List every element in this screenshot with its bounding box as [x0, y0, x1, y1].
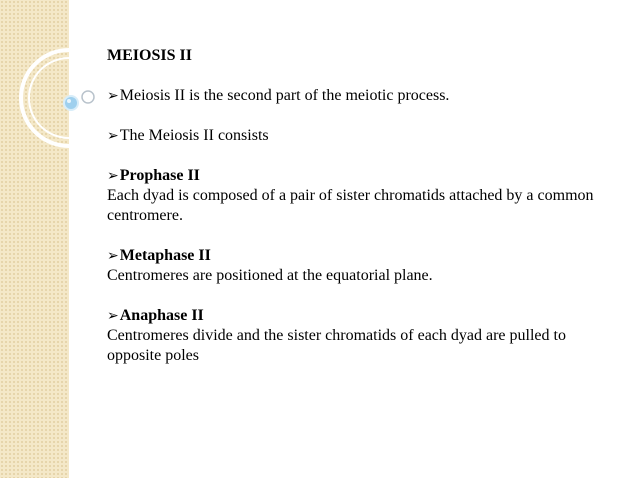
phase-anaphase	[107, 306, 607, 366]
phase-heading	[107, 246, 607, 266]
intro-text-2: The Meiosis II consists	[119, 127, 269, 144]
phase-name: Metaphase II	[119, 247, 211, 264]
bullet-arrow-icon: ➢	[107, 248, 119, 264]
bullet-arrow-icon: ➢	[107, 128, 119, 144]
intro-text-1: Meiosis II is the second part of the meiotic process.	[119, 87, 450, 104]
bullet-arrow-icon: ➢	[107, 88, 119, 104]
bullet-arrow-icon: ➢	[107, 168, 119, 184]
phase-metaphase	[107, 246, 607, 286]
bullet-arrow-icon: ➢	[107, 308, 119, 324]
band-edge-line	[69, 0, 72, 478]
phase-heading	[107, 306, 607, 326]
ring-circle	[82, 91, 94, 103]
intro-bullet-2	[107, 126, 607, 146]
intro-bullet-1	[107, 86, 607, 106]
slide-title: MEIOSIS II	[107, 47, 192, 64]
phase-name: Prophase II	[119, 167, 200, 184]
slide-content	[107, 46, 607, 386]
phase-description: Centromeres divide and the sister chromatids of each dyad are pulled to opposite poles	[107, 327, 566, 364]
phase-name: Anaphase II	[119, 307, 204, 324]
phase-prophase	[107, 166, 607, 226]
left-texture-band	[0, 0, 69, 478]
phase-heading	[107, 166, 607, 186]
phase-description: Each dyad is composed of a pair of sister chromatids attached by a common centromere.	[107, 187, 594, 224]
phase-description: Centromeres are positioned at the equatorial plane.	[107, 267, 433, 284]
